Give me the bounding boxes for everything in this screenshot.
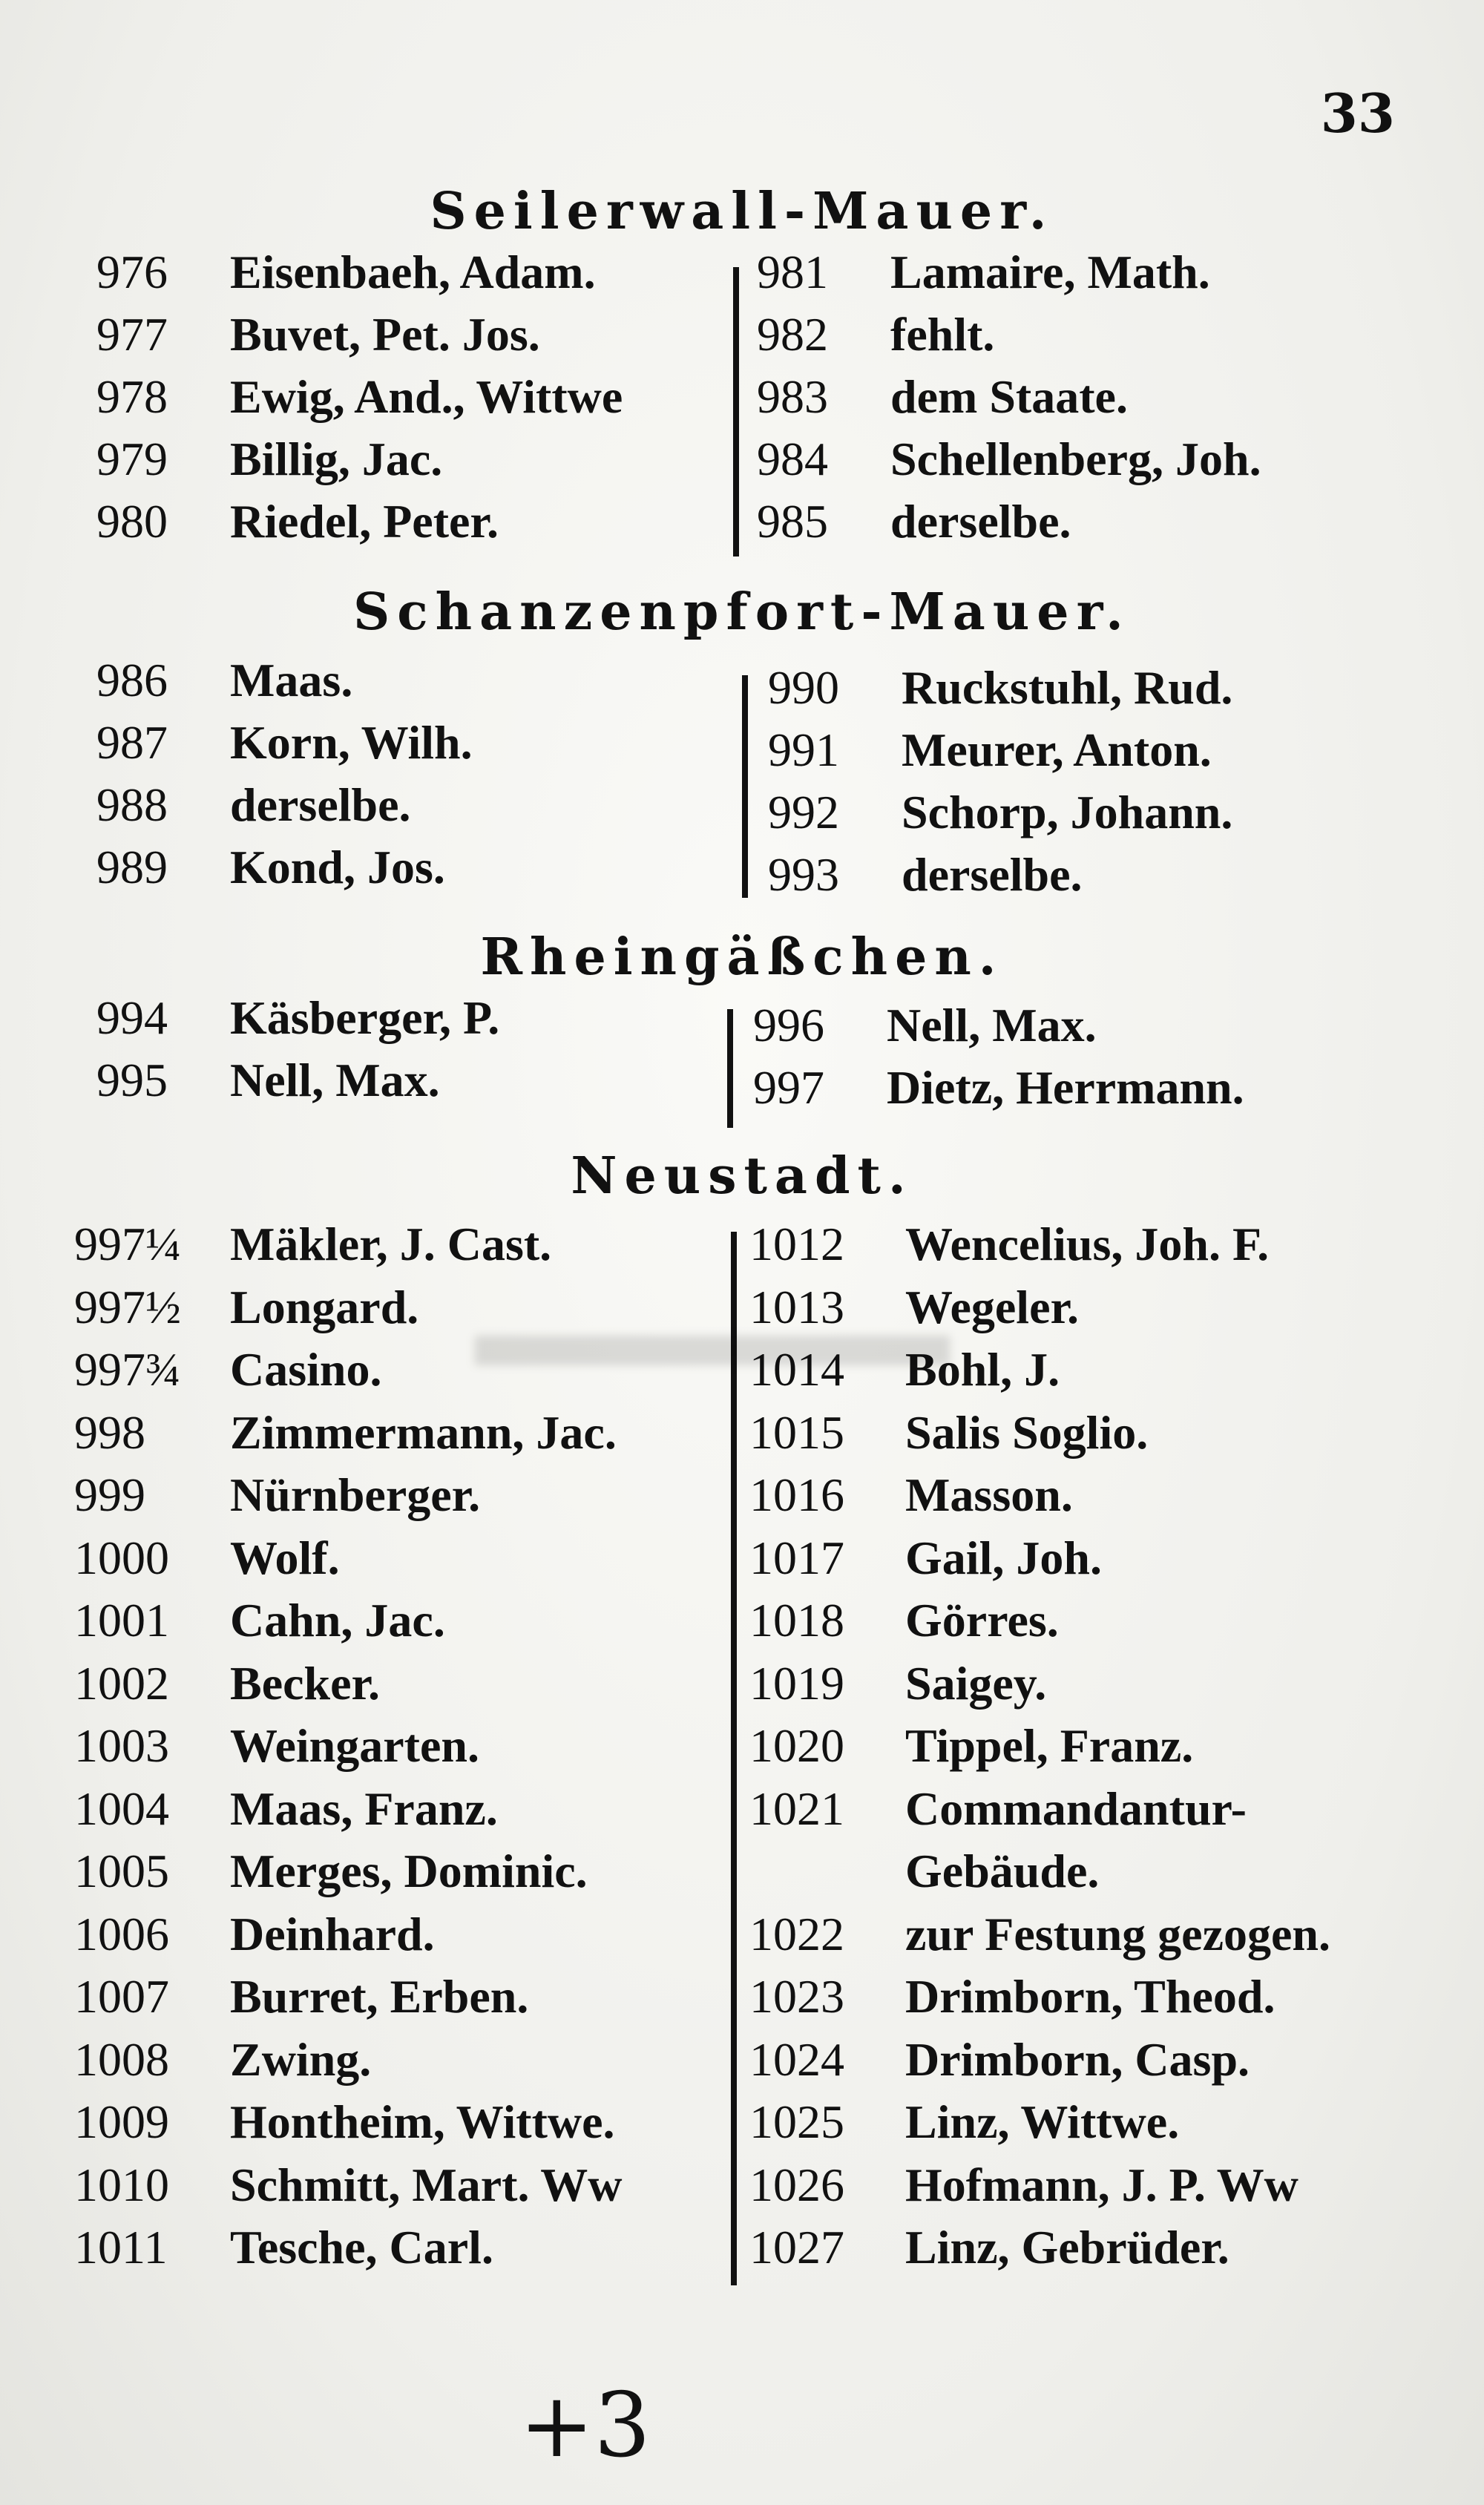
owner-name: Masson.	[905, 1468, 1073, 1521]
house-number: 1011	[74, 2221, 168, 2273]
house-number: 1010	[74, 2158, 169, 2211]
house-number: 1006	[74, 1907, 169, 1960]
list-item	[96, 432, 623, 494]
owner-name: Bohl, J.	[905, 1343, 1060, 1396]
list-item	[749, 2095, 1330, 2158]
house-number: 987	[96, 716, 168, 769]
list-item	[749, 1656, 1330, 1719]
list-item	[749, 1969, 1330, 2032]
owner-name: Korn, Wilh.	[230, 716, 473, 769]
list-item	[74, 1217, 623, 1280]
list-item	[749, 1718, 1330, 1782]
section-title-neustadt: Neustadt.	[571, 1146, 913, 1206]
list-item	[74, 1907, 623, 1970]
house-number: 1003	[74, 1719, 169, 1772]
list-item	[749, 1280, 1330, 1343]
list-item	[757, 245, 1261, 307]
list-item	[96, 653, 473, 715]
owner-name: Lamaire, Math.	[890, 246, 1210, 298]
house-number: 1021	[749, 1782, 844, 1835]
section-schanzenpfort-right-column	[768, 660, 1232, 910]
owner-name: Drimborn, Casp.	[905, 2032, 1250, 2086]
house-number: 998	[74, 1405, 145, 1459]
house-number: 1017	[749, 1531, 844, 1584]
list-item	[96, 991, 499, 1053]
list-item	[757, 307, 1261, 370]
column-divider	[727, 1009, 733, 1128]
house-number: 979	[96, 433, 168, 485]
owner-name: Linz, Wittwe.	[905, 2095, 1180, 2148]
house-number: 1020	[749, 1719, 844, 1772]
list-item	[96, 1053, 499, 1115]
owner-name: Zwing.	[230, 2032, 372, 2086]
list-item	[96, 840, 473, 902]
owner-name: Maas, Franz.	[230, 1782, 498, 1835]
list-item	[74, 1718, 623, 1782]
list-item	[749, 2220, 1330, 2283]
owner-name: Schorp, Johann.	[902, 786, 1233, 838]
house-number: 1023	[749, 1970, 844, 2023]
owner-name: Casino.	[230, 1343, 382, 1396]
house-number: 1008	[74, 2032, 169, 2086]
house-number: 978	[96, 370, 168, 423]
page-number: 33	[1320, 82, 1395, 145]
owner-name: Weingarten.	[230, 1719, 479, 1772]
house-number: 1009	[74, 2095, 169, 2148]
section-neustadt-left-column	[74, 1217, 623, 2283]
list-item	[749, 1907, 1330, 1970]
list-item	[749, 2158, 1330, 2221]
list-item	[749, 2032, 1330, 2095]
list-item	[74, 1405, 623, 1468]
house-number: 986	[96, 654, 168, 706]
owner-name: Tesche, Carl.	[230, 2221, 493, 2273]
owner-name: Salis Soglio.	[905, 1405, 1149, 1459]
owner-name: Maas.	[230, 654, 353, 706]
list-item	[96, 370, 623, 432]
list-item	[96, 307, 623, 370]
owner-name: Billig, Jac.	[230, 433, 443, 485]
house-number: 982	[757, 308, 828, 361]
owner-name: Longard.	[230, 1280, 419, 1333]
list-item	[749, 1782, 1330, 1845]
list-item	[749, 1217, 1330, 1280]
owner-name: Riedel, Peter.	[230, 495, 499, 548]
list-item	[74, 1280, 623, 1343]
list-item	[74, 2032, 623, 2095]
house-number: 993	[768, 848, 839, 901]
column-divider	[733, 267, 739, 557]
section-rheingaesschen-right-column	[753, 998, 1244, 1123]
list-item	[96, 494, 623, 557]
house-number: 997¼	[74, 1218, 181, 1270]
owner-name: Ruckstuhl, Rud.	[902, 661, 1233, 714]
list-item	[749, 1593, 1330, 1656]
owner-name: Meurer, Anton.	[902, 723, 1212, 776]
house-number: 990	[768, 661, 839, 714]
house-number: 996	[753, 999, 824, 1051]
section-rheingaesschen-left-column	[96, 991, 499, 1115]
house-number: 1024	[749, 2032, 844, 2086]
ink-smudge	[475, 1336, 950, 1365]
owner-name: Schmitt, Mart. Ww	[230, 2158, 623, 2211]
owner-name: Wencelius, Joh. F.	[905, 1218, 1270, 1270]
house-number: 1004	[74, 1782, 169, 1835]
section-schanzenpfort-left-column	[96, 653, 473, 902]
house-number: 984	[757, 433, 828, 485]
owner-name: derselbe.	[902, 848, 1083, 901]
house-number: 1018	[749, 1594, 844, 1647]
owner-name: Dietz, Herrmann.	[887, 1061, 1244, 1114]
section-seilerwall-left-column	[96, 245, 623, 557]
list-item	[96, 715, 473, 778]
owner-name: derselbe.	[230, 778, 411, 831]
house-number: 997	[753, 1061, 824, 1114]
list-item	[753, 998, 1244, 1060]
owner-name: Deinhard.	[230, 1907, 435, 1960]
list-item	[74, 1468, 623, 1531]
house-number: 1014	[749, 1343, 844, 1396]
house-number: 1027	[749, 2221, 844, 2273]
house-number: 1016	[749, 1468, 844, 1521]
house-number: 1022	[749, 1907, 844, 1960]
section-title-rheingaesschen: Rheingäßchen.	[480, 928, 1004, 987]
owner-name: Nell, Max.	[230, 1054, 440, 1106]
owner-name: Mäkler, J. Cast.	[230, 1218, 552, 1270]
house-number: 985	[757, 495, 828, 548]
handwritten-mark: +3	[519, 2374, 651, 2478]
list-item	[74, 1969, 623, 2032]
list-item	[74, 2158, 623, 2221]
house-number: 981	[757, 246, 828, 298]
house-number: 991	[768, 723, 839, 776]
owner-name: Tippel, Franz.	[905, 1719, 1194, 1772]
house-number: 995	[96, 1054, 168, 1106]
owner-name: Hofmann, J. P. Ww	[905, 2158, 1298, 2211]
list-item	[753, 1060, 1244, 1123]
list-item	[757, 494, 1261, 557]
list-item	[74, 2095, 623, 2158]
house-number: 999	[74, 1468, 145, 1521]
list-item	[749, 1531, 1330, 1594]
house-number: 1012	[749, 1218, 844, 1270]
list-item	[96, 245, 623, 307]
owner-name: Gebäude.	[905, 1845, 1100, 1897]
owner-name: Wolf.	[230, 1531, 340, 1584]
house-number: 983	[757, 370, 828, 423]
list-item	[768, 660, 1232, 723]
owner-name: zur Festung gezogen.	[905, 1907, 1330, 1960]
owner-name: Merges, Dominic.	[230, 1845, 588, 1897]
owner-name: Nell, Max.	[887, 999, 1097, 1051]
house-number: 1025	[749, 2095, 844, 2148]
section-neustadt-right-column	[749, 1217, 1330, 2283]
owner-name: Becker.	[230, 1656, 381, 1710]
house-number: 1002	[74, 1656, 169, 1710]
house-number: 1013	[749, 1280, 844, 1333]
owner-name: Buvet, Pet. Jos.	[230, 308, 540, 361]
house-number: 988	[96, 778, 168, 831]
list-item	[749, 1405, 1330, 1468]
owner-name: Linz, Gebrüder.	[905, 2221, 1229, 2273]
owner-name: Hontheim, Wittwe.	[230, 2095, 615, 2148]
house-number: 1005	[74, 1845, 169, 1897]
house-number: 997½	[74, 1280, 181, 1333]
list-item	[768, 785, 1232, 847]
column-divider	[742, 675, 748, 898]
house-number: 1007	[74, 1970, 169, 2023]
column-divider	[731, 1232, 737, 2285]
list-item	[74, 2220, 623, 2283]
owner-name: Eisenbaeh, Adam.	[230, 246, 596, 298]
house-number: 976	[96, 246, 168, 298]
list-item	[74, 1656, 623, 1719]
owner-name: Saigey.	[905, 1656, 1047, 1710]
section-seilerwall-right-column	[757, 245, 1261, 557]
list-item	[74, 1531, 623, 1594]
owner-name: Ewig, And., Wittwe	[230, 370, 623, 423]
list-item	[749, 1468, 1330, 1531]
house-number: 992	[768, 786, 839, 838]
owner-name: Gail, Joh.	[905, 1531, 1102, 1584]
house-number: 1001	[74, 1594, 169, 1647]
owner-name: Käsberger, P.	[230, 991, 500, 1044]
list-item	[757, 432, 1261, 494]
house-number: 994	[96, 991, 168, 1044]
owner-name: Cahn, Jac.	[230, 1594, 445, 1647]
house-number: 997¾	[74, 1343, 181, 1396]
house-number: 1026	[749, 2158, 844, 2211]
owner-name: Görres.	[905, 1594, 1059, 1647]
owner-name: fehlt.	[890, 308, 995, 361]
owner-name: dem Staate.	[890, 370, 1128, 423]
list-item	[768, 847, 1232, 910]
list-item	[757, 370, 1261, 432]
list-item	[768, 723, 1232, 785]
list-item	[74, 1844, 623, 1907]
owner-name: Wegeler.	[905, 1280, 1079, 1333]
owner-name: Burret, Erben.	[230, 1970, 529, 2023]
list-item	[749, 1844, 1330, 1907]
list-item	[96, 778, 473, 840]
owner-name: Zimmermann, Jac.	[230, 1405, 617, 1459]
owner-name: derselbe.	[890, 495, 1071, 548]
house-number: 1019	[749, 1656, 844, 1710]
house-number: 977	[96, 308, 168, 361]
owner-name: Commandantur-	[905, 1782, 1247, 1835]
section-title-seilerwall: Seilerwall-Mauer.	[430, 182, 1054, 241]
house-number: 1000	[74, 1531, 169, 1584]
house-number: 980	[96, 495, 168, 548]
list-item	[74, 1593, 623, 1656]
house-number: 989	[96, 841, 168, 893]
house-number: 1015	[749, 1405, 844, 1459]
section-title-schanzenpfort: Schanzenpfort-Mauer.	[353, 582, 1131, 642]
owner-name: Schellenberg, Joh.	[890, 433, 1261, 485]
owner-name: Nürnberger.	[230, 1468, 481, 1521]
owner-name: Drimborn, Theod.	[905, 1970, 1275, 2023]
owner-name: Kond, Jos.	[230, 841, 445, 893]
list-item	[74, 1782, 623, 1845]
